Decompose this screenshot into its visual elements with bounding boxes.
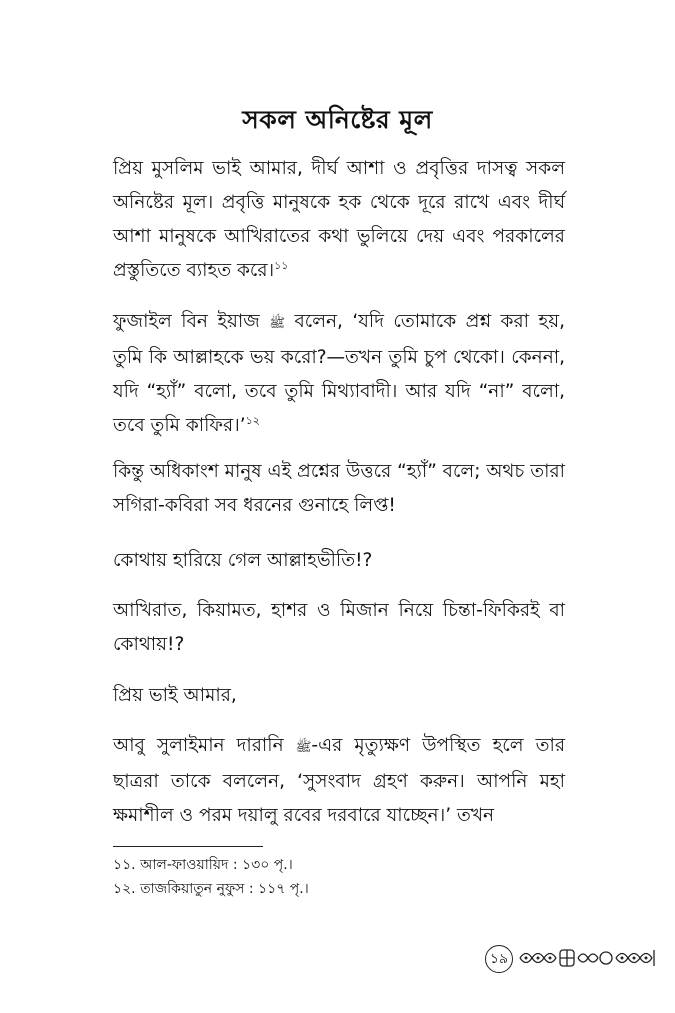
paragraph-7-text-b: -এর মৃত্যুক্ষণ উপস্থিত হলে তার ছাত্ররা তাকে বললেন, ‘সুসংবাদ গ্রহণ করুন। আপনি মহা ক্ষমাশীল ও পরম দয়ালু রবের দরবারে যাচ্ছেন।’ তখন [113,735,565,826]
paragraph-4: কোথায় হারিয়ে গেল আল্লাহভীতি!? [113,550,373,571]
paragraph-3: কিন্তু অধিকাংশ মানুষ এই প্রশ্নের উত্তরে “হ্যাঁ” বলে; অথচ তারা সগিরা-কবিরা সব ধরনের গুনাহে লিপ্ত! [113,461,565,516]
footnote-12: ১২. তাজকিয়াতুন নুফুস : ১১৭ পৃ.। [113,881,309,897]
honorific-symbol: ﷺ [269,316,286,331]
paragraph-7 [113,729,565,833]
footnote-ref-11: ১১ [274,258,289,272]
chapter-title: সকল অনিষ্টের মূল [242,105,433,134]
footnote-11: ১১. আল-ফাওয়ায়িদ : ১৩০ পৃ.। [113,857,293,873]
paragraph-5: আখিরাত, কিয়ামত, হাশর ও মিজান নিয়ে চিন্তা-ফিকিরই বা কোথায়!? [113,600,565,655]
paragraph-2 [113,305,565,443]
paragraph-6: প্রিয় ভাই আমার, [113,685,237,706]
footnote-divider [113,846,263,847]
footnote-ref-12: ১২ [245,413,260,427]
page-number: ১৯ [485,945,513,973]
paragraph-1 [113,152,565,288]
honorific-symbol: ﷺ [295,740,312,755]
paragraph-7-text-a: আবু সুলাইমান দারানি [113,735,284,756]
paragraph-2-text-b: বলেন, ‘যদি তোমাকে প্রশ্ন করা হয়, তুমি কি আল্লাহকে ভয় করো?—তখন তুমি চুপ থেকো। কেননা, যদি “হ্যাঁ” বলো, তবে তুমি মিথ্যাবাদী। আর যদি “না” বলো, তবে তুমি কাফির।’ [113,311,565,436]
paragraph-2-text-a: ফুজাইল বিন ইয়াজ [113,311,260,332]
paragraph-1-text: প্রিয় মুসলিম ভাই আমার, দীর্ঘ আশা ও প্রবৃত্তির দাসত্ব সকল অনিষ্টের মূল। প্রবৃত্তি মানুষকে হক থেকে দূরে রাখে এবং দীর্ঘ আশা মানুষকে আখিরাতের কথা ভুলিয়ে দেয় এবং পরকালের প্রস্তুতিতে ব্যাহত করে। [113,158,565,281]
